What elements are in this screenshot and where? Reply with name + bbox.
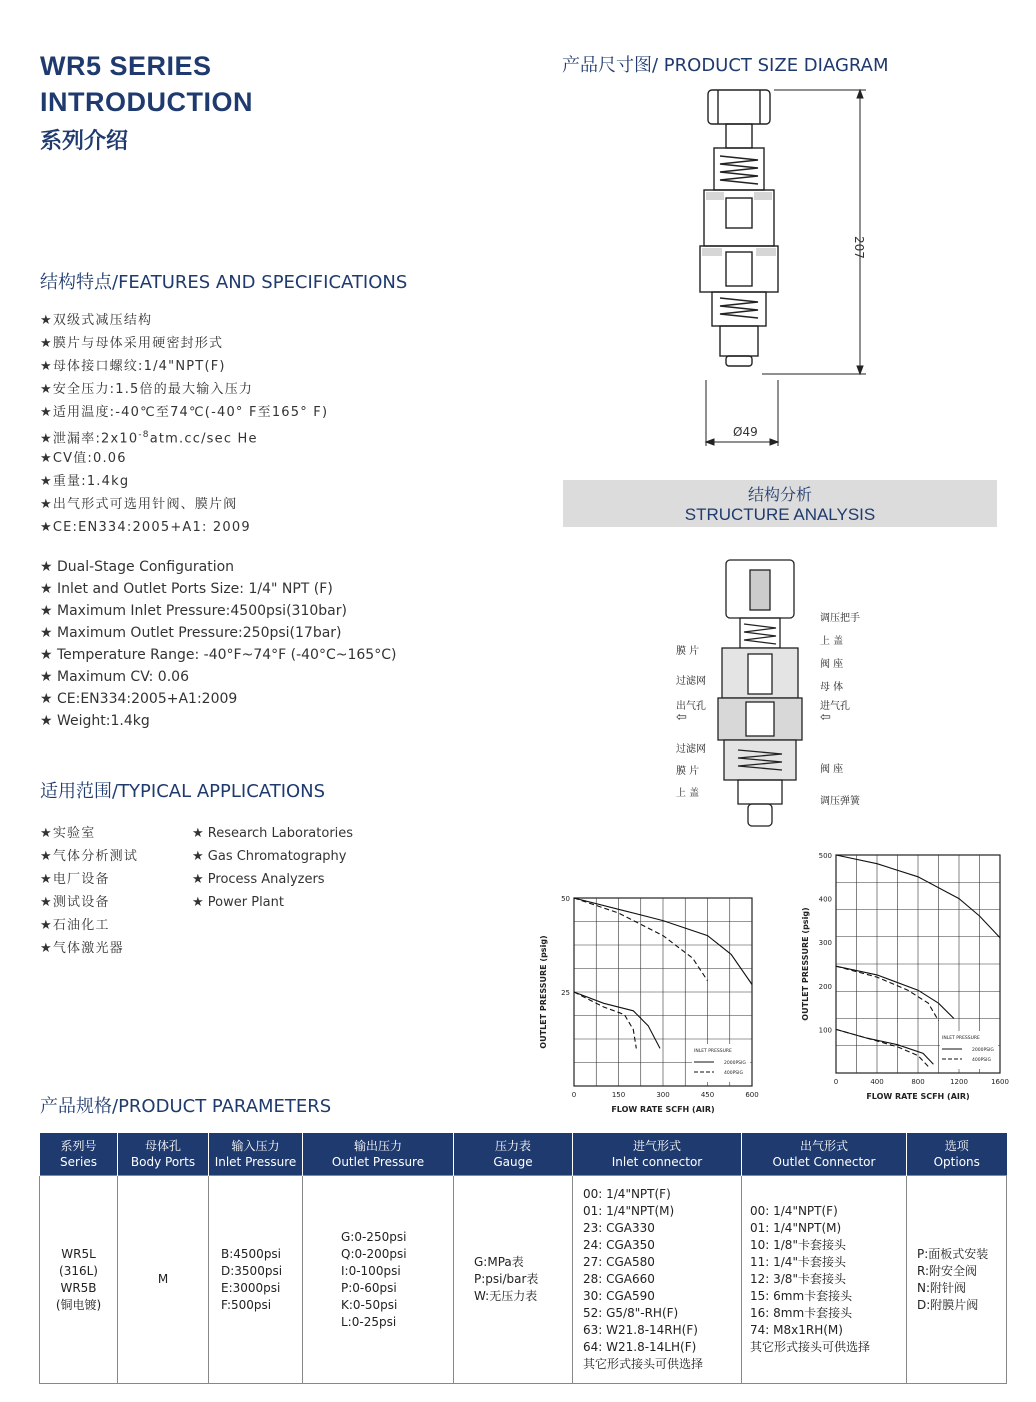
application-en-item: ★ Gas Chromatography: [192, 849, 347, 864]
leak-rate-base: ★泄漏率:2x10: [40, 431, 139, 447]
structure-label-right: 阀 座: [820, 764, 844, 775]
application-en-item: ★ Power Plant: [192, 895, 284, 910]
feature-cn-item: ★安全压力:1.5倍的最大输入压力: [40, 382, 254, 397]
feature-cn-item: ★母体接口螺纹:1/4"NPT(F): [40, 359, 226, 374]
x-tick-label: 150: [611, 1091, 626, 1099]
cell-inlet-pressure: B:4500psi D:3500psi E:3000psi F:500psi: [209, 1176, 303, 1384]
structure-label-left: 过滤网: [676, 744, 706, 755]
legend-title: INLET PRESSURE: [694, 1049, 732, 1054]
x-tick-label: 300: [656, 1091, 670, 1099]
feature-en-item: ★ Dual-Stage Configuration: [40, 559, 235, 575]
cell-body-ports: M: [118, 1176, 209, 1384]
cell-inlet-connector: 00: 1/4"NPT(F) 01: 1/4"NPT(M) 23: CGA330 24: CGA350 27: CGA580 28: CGA660 30: CGA590 52: G5/8"-RH(F) 63: W21.8-14RH(F) 64: W21.8-14LH(F) 其它形式接头可供选择: [573, 1176, 742, 1384]
x-tick-label: 0: [833, 1078, 839, 1086]
arrow-left-icon: ⇦: [820, 710, 831, 725]
y-tick-label: 25: [561, 989, 570, 997]
structure-label-right: 调压弹簧: [820, 796, 860, 807]
arrow-left-icon: ⇦: [676, 710, 687, 725]
x-axis-label: FLOW RATE SCFH (AIR): [866, 1092, 970, 1101]
x-tick-label: 600: [745, 1091, 759, 1099]
feature-cn-leak-rate: [40, 424, 328, 447]
application-cn-item: ★气体分析测试: [40, 849, 139, 864]
application-en-item: ★ Research Laboratories: [192, 826, 354, 841]
structure-analysis-banner: [563, 480, 997, 527]
structure-title-cn: 结构分析: [747, 485, 812, 504]
x-tick-label: 800: [911, 1078, 925, 1086]
structure-label-right: 调压把手: [820, 613, 860, 624]
feature-en-item: ★ Maximum CV: 0.06: [40, 669, 189, 685]
feature-cn-item: ★双级式减压结构: [40, 313, 153, 328]
x-axis-label: FLOW RATE SCFH (AIR): [611, 1105, 715, 1114]
table-header-row: [40, 1133, 1007, 1176]
y-tick-label: 300: [818, 939, 832, 948]
y-tick-label: 400: [818, 895, 832, 904]
feature-en-item: ★ Maximum Outlet Pressure:250psi(17bar): [40, 625, 342, 641]
application-cn-item: ★测试设备: [40, 895, 110, 910]
application-cn-item: ★石油化工: [40, 918, 110, 933]
flow-chart-left: [532, 880, 772, 1120]
leak-rate-unit: atm.cc/sec He: [149, 431, 258, 447]
structure-cross-section: [700, 550, 820, 840]
series-line: [836, 1029, 933, 1064]
feature-cn-item: ★重量:1.4kg: [40, 474, 130, 489]
column-header-gauge: 压力表 Gauge: [454, 1133, 573, 1176]
structure-label-right: 上 盖: [820, 636, 844, 647]
column-header-inlet-connector: 进气形式 Inlet connector: [573, 1133, 742, 1176]
x-tick-label: 0: [571, 1091, 577, 1099]
structure-label-left: 出气孔: [676, 701, 706, 712]
legend-title: INLET PRESSURE: [942, 1036, 980, 1041]
column-header-inlet-pressure: 输入压力 Inlet Pressure: [209, 1133, 303, 1176]
y-axis-label: OUTLET PRESSURE (psig): [801, 907, 810, 1021]
size-diagram-heading: 产品尺寸图/ PRODUCT SIZE DIAGRAM: [562, 55, 889, 76]
application-cn-item: ★电厂设备: [40, 872, 110, 887]
application-en-item: ★ Process Analyzers: [192, 872, 325, 887]
structure-label-left: 过滤网: [676, 676, 706, 687]
page-title: [40, 48, 253, 120]
features-en-list: [40, 556, 396, 732]
y-tick-label: 200: [818, 982, 832, 991]
y-tick-label: 500: [818, 852, 832, 860]
y-axis-label: OUTLET PRESSURE (psig): [539, 935, 548, 1049]
column-header-series: 系列号 Series: [40, 1133, 118, 1176]
features-cn-list: [40, 309, 328, 539]
feature-cn-item: ★出气形式可选用针阀、膜片阀: [40, 497, 238, 512]
structure-label-right: 阀 座: [820, 659, 844, 670]
flow-chart-right: [792, 850, 1016, 1120]
column-header-body-ports: 母体孔 Body Ports: [118, 1133, 209, 1176]
diameter-dimension-label: Ø49: [733, 425, 758, 439]
series-line: [574, 992, 660, 1048]
column-header-outlet-connector: 出气形式 Outlet Connector: [742, 1133, 907, 1176]
cell-options: P:面板式安装 R:附安全阀 N:附针阀 D:附膜片阀: [907, 1176, 1007, 1384]
leak-rate-exponent: -8: [138, 430, 150, 440]
legend-label: 400PSIG: [724, 1071, 743, 1076]
title-line-2: INTRODUCTION: [40, 87, 253, 117]
structure-title-en: STRUCTURE ANALYSIS: [684, 505, 876, 524]
table-row: [40, 1176, 1007, 1384]
feature-cn-item: ★CV值:0.06: [40, 451, 127, 466]
series-line: [836, 966, 954, 1018]
feature-en-item: ★ Weight:1.4kg: [40, 713, 150, 729]
series-line: [574, 992, 636, 1048]
applications-en-list: [192, 822, 353, 914]
applications-cn-list: [40, 822, 138, 960]
structure-label-left: 膜 片: [676, 766, 700, 777]
feature-cn-item: ★CE:EN334:2005+A1: 2009: [40, 520, 251, 535]
x-tick-label: 450: [700, 1091, 715, 1099]
x-tick-label: 400: [870, 1078, 884, 1086]
title-line-1: WR5 SERIES: [40, 51, 212, 81]
x-tick-label: 1600: [991, 1078, 1009, 1086]
height-dimension-label: 207: [852, 236, 866, 259]
feature-en-item: ★ CE:EN334:2005+A1:2009: [40, 691, 238, 707]
cell-series: WR5L (316L) WR5B (铜电镀): [40, 1176, 118, 1384]
cell-outlet-connector: 00: 1/4"NPT(F) 01: 1/4"NPT(M) 10: 1/8"卡套接头 11: 1/4"卡套接头 12: 3/8"卡套接头 15: 6mm卡套接头 16: 8mm卡套接头 74: M8x1RH(M) 其它形式接头可供选择: [742, 1176, 907, 1384]
legend-label: 2000PSIG: [724, 1061, 746, 1066]
applications-heading: 适用范围/TYPICAL APPLICATIONS: [40, 781, 326, 802]
cell-outlet-pressure: G:0-250psi Q:0-200psi I:0-100psi P:0-60psi K:0-50psi L:0-25psi: [303, 1176, 454, 1384]
feature-en-item: ★ Temperature Range: -40°F~74°F (-40°C~165°C): [40, 647, 397, 663]
parameters-table: [39, 1133, 1007, 1384]
structure-label-left: 膜 片: [676, 646, 700, 657]
legend-label: 400PSIG: [972, 1058, 991, 1063]
page-title-cn: 系列介绍: [40, 129, 129, 154]
y-tick-label: 50: [561, 895, 570, 903]
series-line: [836, 1029, 928, 1066]
feature-en-item: ★ Maximum Inlet Pressure:4500psi(310bar): [40, 603, 347, 619]
structure-label-left: 上 盖: [676, 788, 700, 799]
application-cn-item: ★实验室: [40, 826, 96, 841]
parameters-heading: 产品规格/PRODUCT PARAMETERS: [40, 1096, 332, 1117]
feature-cn-item: ★适用温度:-40℃至74℃(-40° F至165° F): [40, 405, 329, 420]
feature-cn-item: ★膜片与母体采用硬密封形式: [40, 336, 224, 351]
column-header-options: 选项 Options: [907, 1133, 1007, 1176]
structure-label-right: 进气孔: [820, 701, 850, 712]
y-tick-label: 100: [818, 1026, 832, 1035]
cell-gauge: G:MPa表 P:psi/bar表 W:无压力表: [454, 1176, 573, 1384]
features-heading: 结构特点/FEATURES AND SPECIFICATIONS: [40, 272, 408, 293]
structure-label-right: 母 体: [820, 682, 844, 693]
legend-label: 2000PSIG: [972, 1048, 994, 1053]
application-cn-item: ★气体激光器: [40, 941, 124, 956]
size-diagram: [690, 80, 890, 450]
x-tick-label: 1200: [950, 1078, 968, 1086]
column-header-outlet-pressure: 输出压力 Outlet Pressure: [303, 1133, 454, 1176]
feature-en-item: ★ Inlet and Outlet Ports Size: 1/4" NPT (F): [40, 581, 333, 597]
